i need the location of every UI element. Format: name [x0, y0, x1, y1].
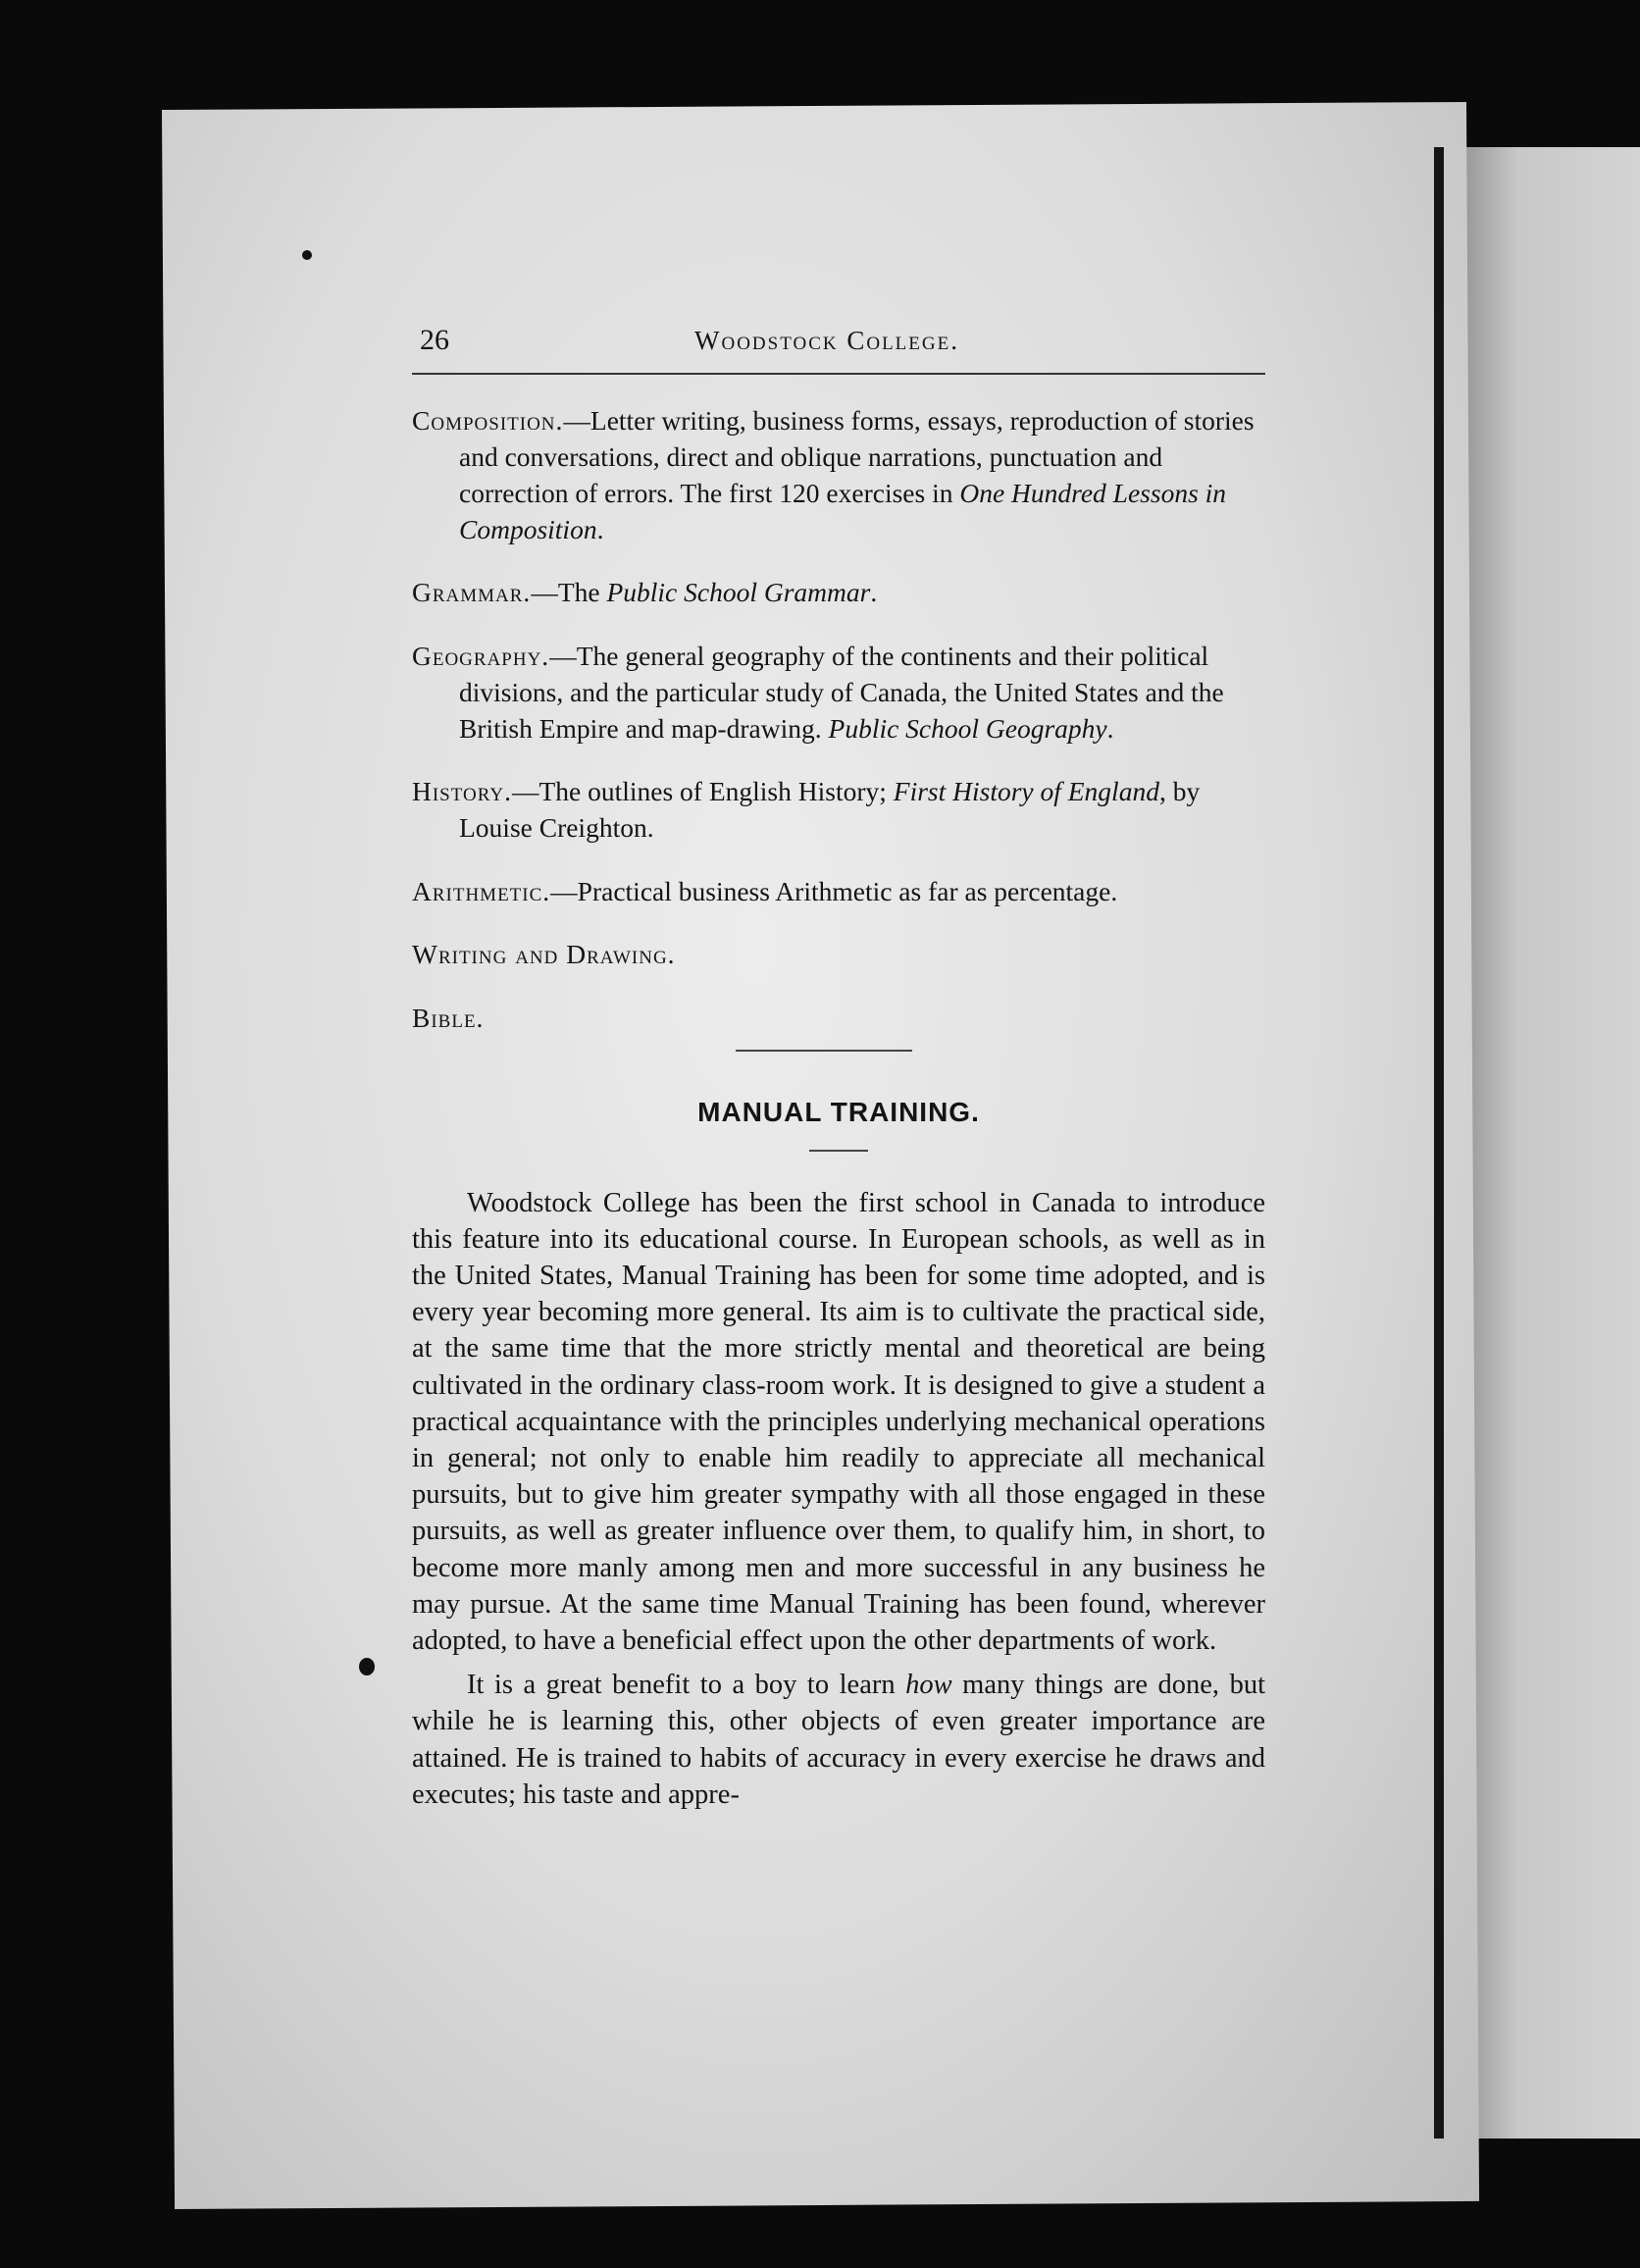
ink-speck: [302, 250, 312, 260]
ink-speck: [359, 1658, 375, 1675]
entry-text: —The: [531, 577, 607, 607]
page-gutter-shadow: [1434, 147, 1444, 2139]
entry-label: Writing and Drawing.: [412, 939, 676, 969]
curriculum-entry-bible: [412, 1000, 1265, 1036]
body-paragraph-1: Woodstock College has been the first school in Canada to introduce this feature into its educational course. In European schools, as well as in the United States, Manual Training has been for some time adopted, and is every year becoming more general. Its aim is to cultivate the practical side, at the same time that the more strictly mental and theoretical are being cultivated in the ordinary class-room work. It is designed to give a student a practical acquaintance with the principles underlying mechanical operations in general; not only to enable him readily to appreciate all mechanical pursuits, but to give him greater sympathy with all those engaged in these pursuits, as well as greater influence over them, to qualify him, in short, to become more manly among men and more successful in any business he may pursue. At the same time Manual Training has been found, wherever adopted, to have a beneficial effect upon the other departments of work.: [412, 1187, 1265, 1656]
entry-tail: .: [596, 513, 604, 544]
paragraph-2-rest: many things are done, but while he is learning this, other objects of even greater importance are attained. He is trained to habits of accuracy in every exercise he draws and executes; his taste and appre-: [412, 1670, 1265, 1810]
running-head-title: Woodstock College.: [694, 326, 959, 355]
section-title: MANUAL TRAINING.: [697, 1096, 980, 1127]
entry-label: Geography.: [412, 640, 550, 671]
running-head: [412, 314, 1265, 375]
facing-page-edge: [1466, 147, 1640, 2139]
title-underline: [809, 1150, 868, 1152]
entry-text: —The outlines of English History;: [511, 776, 894, 806]
entry-text: —Letter writing, business forms, essays, reproduction of stories and conversations, direct and oblique narrations, punctuation and correction of errors. The first 120 exercises in: [459, 404, 1255, 508]
entry-label: Composition.: [412, 404, 564, 436]
paragraph-2-emphasis: how: [905, 1670, 952, 1701]
curriculum-entry-composition: [412, 402, 1265, 547]
curriculum-entry-arithmetic: [412, 873, 1265, 909]
entry-label: Bible.: [412, 1002, 485, 1033]
curriculum-entry-writing-drawing: [412, 936, 1265, 972]
entry-tail: .: [870, 577, 878, 607]
entry-tail: , by Louise Creighton.: [459, 776, 1201, 843]
curriculum-entry-grammar: [412, 574, 1265, 610]
entry-book-title: Public School Geography: [828, 712, 1107, 744]
page-content: [412, 314, 1265, 1821]
curriculum-entry-geography: [412, 638, 1265, 747]
curriculum-list: [412, 402, 1265, 1036]
curriculum-entry-history: [412, 773, 1265, 846]
entry-tail: .: [1106, 712, 1114, 744]
entry-label: Arithmetic.: [412, 875, 551, 906]
section-divider: [736, 1050, 912, 1052]
entry-label: History.: [412, 776, 512, 806]
page-number: 26: [420, 324, 449, 356]
entry-book-title: Public School Grammar: [606, 577, 871, 607]
entry-label: Grammar.: [412, 577, 532, 607]
entry-book-title: First History of England: [893, 776, 1159, 806]
paragraph-2-start: It is a great benefit to a boy to learn: [467, 1670, 906, 1701]
body-paragraph-2: [412, 1667, 1265, 1813]
entry-text: —Practical business Arithmetic as far as percentage.: [550, 875, 1118, 906]
entry-book-title: One Hundred Lessons in Composition: [459, 477, 1227, 544]
entry-text: —The general geography of the continents and their political divisions, and the particular study of Canada, the United States and the British Empire and map-drawing.: [459, 640, 1224, 744]
